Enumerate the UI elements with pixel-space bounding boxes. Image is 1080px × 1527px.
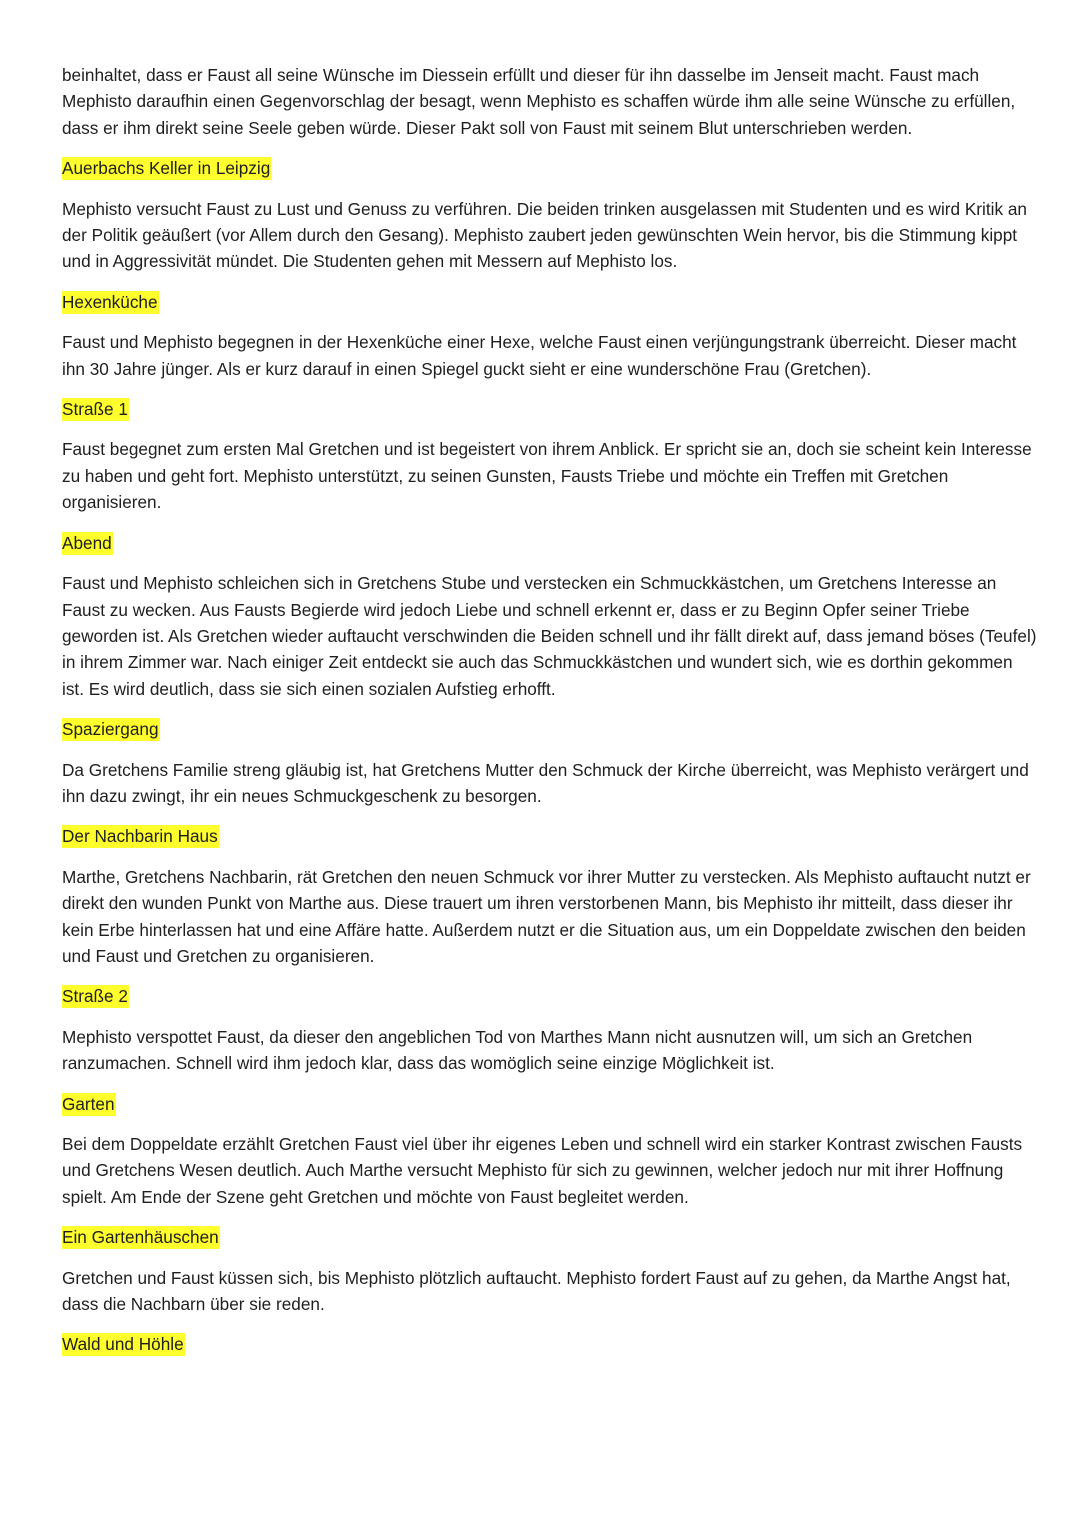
section-heading-spaziergang bbox=[62, 716, 1037, 742]
section-text-strasse-1: Faust begegnet zum ersten Mal Gretchen und ist begeistert von ihrem Anblick. Er spricht sie an, doch sie scheint kein Interesse zu haben und geht fort. Mephisto unterstützt, zu seinen Gunsten, Fausts Triebe und möchte ein Treffen mit Gretchen organisieren. bbox=[62, 439, 1032, 513]
highlighted-heading: Hexenküche bbox=[62, 291, 158, 312]
highlighted-heading: Ein Gartenhäuschen bbox=[62, 1227, 219, 1248]
section-text-strasse-2: Mephisto verspottet Faust, da dieser den angeblichen Tod von Marthes Mann nicht ausnutzen will, um sich an Gretchen ranzumachen. Schnell wird ihm jedoch klar, dass das womöglich seine einzige Möglichkeit ist. bbox=[62, 1026, 973, 1074]
section-heading-wald-und-hoehle bbox=[62, 1331, 1037, 1357]
section-text-abend: Faust und Mephisto schleichen sich in Gretchens Stube und verstecken ein Schmuckkästchen, um Gretchens Interesse an Faust zu wecken. Aus Fausts Begierde wird jedoch Liebe und schnell erkennt er, dass er zu Beginn Opfer seiner Triebe geworden ist. Als Gretchen wieder auftaucht verschwinden die Beiden schnell und ihr fällt direkt auf, dass jemand böses (Teufel) in ihrem Zimmer war. Nach einiger Zeit entdeckt sie auch das Schmuckkästchen und wundert sich, wie es dorthin gekommen ist. Es wird deutlich, dass sie sich einen sozialen Aufstieg erhofft. bbox=[62, 573, 1037, 699]
section-text-hexenkueche: Faust und Mephisto begegnen in der Hexenküche einer Hexe, welche Faust einen verjüngungstrank überreicht. Dieser macht ihn 30 Jahre jünger. Als er kurz darauf in einen Spiegel guckt sieht er eine wunderschöne Frau (Gretchen). bbox=[62, 332, 1017, 379]
highlighted-heading: Abend bbox=[62, 532, 112, 553]
highlighted-heading: Straße 1 bbox=[62, 399, 128, 420]
highlighted-heading: Auerbachs Keller in Leipzig bbox=[62, 158, 271, 179]
highlighted-heading: Wald und Höhle bbox=[62, 1334, 184, 1355]
section-text-nachbarin-haus: Marthe, Gretchens Nachbarin, rät Gretchen den neuen Schmuck vor ihrer Mutter zu verstecken. Als Mephisto auftaucht nutzt er direkt den wunden Punkt von Marthe aus. Diese trauert um ihren verstorbenen Mann, bis Mephisto ihr mitteilt, dass dieser ihr kein Erbe hinterlassen hat und eine Affäre hatte. Außerdem nutzt er die Situation aus, um ein Doppeldate zwischen den beiden und Faust und Gretchen zu organisieren. bbox=[62, 866, 1031, 966]
section-text-gartenhaeuschen: Gretchen und Faust küssen sich, bis Mephisto plötzlich auftaucht. Mephisto fordert Faust auf zu gehen, da Marthe Angst hat, dass die Nachbarn über sie reden. bbox=[62, 1267, 1011, 1315]
section-heading-hexenkueche bbox=[62, 289, 1037, 315]
highlighted-heading: Straße 2 bbox=[62, 986, 128, 1007]
section-heading-nachbarin-haus bbox=[62, 823, 1037, 849]
highlighted-heading: Spaziergang bbox=[62, 719, 159, 740]
section-heading-auerbachs-keller bbox=[62, 155, 1037, 181]
section-text-auerbachs-keller: Mephisto versucht Faust zu Lust und Genuss zu verführen. Die beiden trinken ausgelassen mit Studenten und es wird Kritik an der Politik geäußert (vor Allem durch den Gesang). Mephisto zaubert jeden gewünschten Wein hervor, bis die Stimmung kippt und in Aggressivität mündet. Die Studenten gehen mit Messern auf Mephisto los. bbox=[62, 198, 1027, 272]
section-heading-strasse-1 bbox=[62, 396, 1037, 422]
section-heading-abend bbox=[62, 530, 1037, 556]
highlighted-heading: Der Nachbarin Haus bbox=[62, 826, 218, 847]
section-text-garten: Bei dem Doppeldate erzählt Gretchen Faust viel über ihr eigenes Leben und schnell wird ein starker Kontrast zwischen Fausts und Gretchens Wesen deutlich. Auch Marthe versucht Mephisto für sich zu gewinnen, welcher jedoch nur mit ihrer Hoffnung spielt. Am Ende der Szene geht Gretchen und möchte von Faust begleitet werden. bbox=[62, 1134, 1023, 1207]
intro-paragraph: beinhaltet, dass er Faust all seine Wünsche im Diessein erfüllt und dieser für ihn dasselbe im Jenseit macht. Faust mach Mephisto daraufhin einen Gegenvorschlag der besagt, wenn Mephisto es schaffen würde ihm alle seine Wünsche zu erfüllen, dass er ihm direkt seine Seele geben würde. Dieser Pakt soll von Faust mit seinem Blut unterschrieben werden. bbox=[62, 65, 1016, 138]
section-heading-gartenhaeuschen bbox=[62, 1224, 1037, 1250]
section-text-spaziergang: Da Gretchens Familie streng gläubig ist, hat Gretchens Mutter den Schmuck der Kirche überreicht, was Mephisto verärgert und ihn dazu zwingt, ihr ein neues Schmuckgeschenk zu besorgen. bbox=[62, 759, 1029, 806]
section-heading-garten bbox=[62, 1091, 1037, 1117]
section-heading-strasse-2 bbox=[62, 983, 1037, 1009]
document-page bbox=[62, 62, 1037, 1358]
highlighted-heading: Garten bbox=[62, 1093, 115, 1114]
